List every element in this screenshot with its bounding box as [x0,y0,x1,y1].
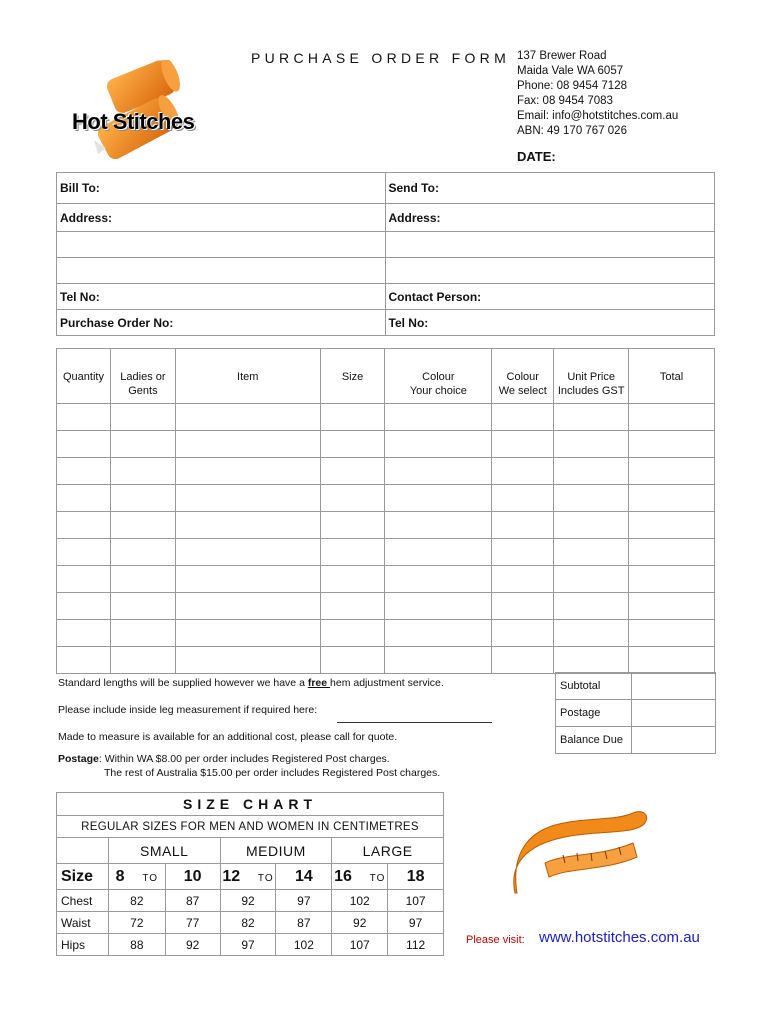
size-label: Size [57,864,109,890]
cell: 72 [108,912,165,934]
tel-no-field[interactable]: Tel No: [57,284,386,310]
website-link[interactable]: www.hotstitches.com.au [539,929,700,946]
cell[interactable] [57,620,111,647]
cell[interactable] [492,647,554,674]
cell: 82 [220,912,276,934]
cell[interactable] [629,620,715,647]
cell[interactable] [492,431,554,458]
table-row [57,539,715,566]
table-row [57,566,715,593]
cell[interactable] [175,647,320,674]
inside-leg-input-line[interactable] [337,722,492,723]
cell[interactable] [175,566,320,593]
size-chart [56,792,444,956]
balance-due-field[interactable] [632,727,716,754]
table-row [57,934,444,956]
cell[interactable] [175,485,320,512]
cell[interactable] [554,647,629,674]
col-quantity: Quantity [57,349,111,404]
cell[interactable] [629,566,715,593]
cell: 92 [165,934,220,956]
cell: 102 [276,934,332,956]
send-address-line[interactable] [385,232,715,258]
cell[interactable] [629,458,715,485]
cell[interactable] [110,566,175,593]
group-large: LARGE [332,838,444,864]
cell[interactable] [492,566,554,593]
standard-lengths-note: Standard lengths will be supplied however we have a free hem adjustment service. [58,677,444,689]
cell[interactable] [110,485,175,512]
cell[interactable] [629,431,715,458]
cell[interactable] [492,593,554,620]
size-18: 18 [388,864,444,890]
cell[interactable] [492,404,554,431]
size-16: 16 TO [332,864,388,890]
cell[interactable] [385,566,492,593]
cell[interactable] [320,404,385,431]
cell[interactable] [57,485,111,512]
table-row [57,890,444,912]
size-8: 8 TO [108,864,165,890]
size-chart-title: SIZE CHART [57,793,444,816]
cell[interactable] [492,485,554,512]
col-colour-choice: Colour Your choice [385,349,492,404]
subtotal-label: Subtotal [556,673,632,700]
col-total: Total [629,349,715,404]
cell[interactable] [554,431,629,458]
company-address [517,49,678,139]
cell[interactable] [385,539,492,566]
email-line: Email: info@hotstitches.com.au [517,110,679,122]
address-line: 137 Brewer Road [517,50,607,62]
cell[interactable] [110,458,175,485]
cell[interactable] [57,431,111,458]
cell: 102 [332,890,388,912]
postage-label: Postage [556,700,632,727]
cell[interactable] [385,512,492,539]
cell: 92 [220,890,276,912]
fax-line: Fax: 08 9454 7083 [517,95,613,107]
table-row [57,458,715,485]
cell: 87 [276,912,332,934]
cell: 97 [388,912,444,934]
cell[interactable] [492,458,554,485]
table-row [57,512,715,539]
cell[interactable] [110,539,175,566]
cell[interactable] [110,647,175,674]
cell[interactable] [385,458,492,485]
cell[interactable] [554,512,629,539]
cell[interactable] [385,647,492,674]
blank-cell [57,838,109,864]
send-to-field[interactable]: Send To: [385,173,715,204]
cell[interactable] [175,431,320,458]
postage-note: Postage: Within WA $8.00 per order includes Registered Post charges. [58,753,390,765]
cell[interactable] [554,485,629,512]
cell[interactable] [492,620,554,647]
cell[interactable] [320,458,385,485]
cell[interactable] [492,539,554,566]
cell[interactable] [385,404,492,431]
cell[interactable] [57,593,111,620]
cell[interactable] [385,485,492,512]
cell[interactable] [57,512,111,539]
cell[interactable] [320,485,385,512]
cell[interactable] [320,539,385,566]
cell: 87 [165,890,220,912]
postage-field[interactable] [632,700,716,727]
cell[interactable] [110,431,175,458]
billing-table [56,172,715,336]
cell[interactable] [110,404,175,431]
subtotal-field[interactable] [632,673,716,700]
phone-line: Phone: 08 9454 7128 [517,80,627,92]
cell[interactable] [110,593,175,620]
size-14: 14 [276,864,332,890]
col-ladies-gents: Ladies or Gents [110,349,175,404]
size-12: 12 TO [220,864,276,890]
table-row [57,485,715,512]
cell[interactable] [57,647,111,674]
col-item: Item [175,349,320,404]
cell: 107 [332,934,388,956]
row-label-waist: Waist [57,912,109,934]
page-title: PURCHASE ORDER FORM [251,50,511,66]
cell[interactable] [385,620,492,647]
cell[interactable] [110,512,175,539]
cell[interactable] [175,593,320,620]
cell[interactable] [385,593,492,620]
cell[interactable] [175,404,320,431]
cell[interactable] [554,458,629,485]
abn-line: ABN: 49 170 767 026 [517,125,627,137]
cell[interactable] [320,431,385,458]
table-row [57,431,715,458]
col-colour-select: Colour We select [492,349,554,404]
cell: 97 [220,934,276,956]
balance-due-label: Balance Due [556,727,632,754]
free-text: free [307,677,331,689]
group-medium: MEDIUM [220,838,332,864]
cell: 112 [388,934,444,956]
order-table [56,348,715,674]
cell[interactable] [492,512,554,539]
cell[interactable] [554,539,629,566]
postage-rest-note: The rest of Australia $15.00 per order includes Registered Post charges. [104,767,441,779]
cell[interactable] [320,566,385,593]
cell[interactable] [385,431,492,458]
purchase-order-no-field[interactable]: Purchase Order No: [57,310,386,336]
cell[interactable] [175,620,320,647]
col-unit-price: Unit Price Includes GST [554,349,629,404]
made-to-measure-note: Made to measure is available for an additional cost, please call for quote. [58,731,398,743]
cell[interactable] [110,620,175,647]
size-10: 10 [165,864,220,890]
table-row [57,647,715,674]
bill-address-field[interactable]: Address: [57,204,386,232]
cell[interactable] [320,512,385,539]
cell[interactable] [320,647,385,674]
totals-table [555,672,716,754]
cell: 92 [332,912,388,934]
bill-to-field[interactable]: Bill To: [57,173,386,204]
cell[interactable] [629,593,715,620]
table-row [57,404,715,431]
cell[interactable] [629,647,715,674]
address-line: Maida Vale WA 6057 [517,65,624,77]
measuring-tape-icon [505,805,653,899]
cell: 107 [388,890,444,912]
send-address-field[interactable]: Address: [385,204,715,232]
table-row [57,620,715,647]
cell[interactable] [320,593,385,620]
cell[interactable] [57,539,111,566]
cell: 77 [165,912,220,934]
send-tel-no-field[interactable]: Tel No: [385,310,715,336]
logo-text: Hot Stitches [72,109,195,134]
col-size: Size [320,349,385,404]
cell: 88 [108,934,165,956]
size-chart-subtitle: REGULAR SIZES FOR MEN AND WOMEN IN CENTIMETRES [57,816,444,838]
bill-address-line[interactable] [57,232,386,258]
cell[interactable] [554,620,629,647]
cell[interactable] [175,458,320,485]
cell: 82 [108,890,165,912]
cell: 97 [276,890,332,912]
send-address-line[interactable] [385,258,715,284]
row-label-chest: Chest [57,890,109,912]
cell[interactable] [57,404,111,431]
cell[interactable] [320,620,385,647]
table-row [57,593,715,620]
cell[interactable] [629,539,715,566]
cell[interactable] [57,566,111,593]
bill-address-line[interactable] [57,258,386,284]
date-label: DATE: [517,149,556,164]
cell[interactable] [629,512,715,539]
cell[interactable] [554,593,629,620]
cell[interactable] [57,458,111,485]
contact-person-field[interactable]: Contact Person: [385,284,715,310]
please-visit-label: Please visit: [466,934,525,946]
cell[interactable] [629,404,715,431]
cell[interactable] [175,539,320,566]
table-row [57,912,444,934]
cell[interactable] [175,512,320,539]
cell[interactable] [629,485,715,512]
cell[interactable] [554,566,629,593]
inside-leg-note: Please include inside leg measurement if required here: [58,704,318,716]
cell[interactable] [554,404,629,431]
group-small: SMALL [108,838,220,864]
row-label-hips: Hips [57,934,109,956]
